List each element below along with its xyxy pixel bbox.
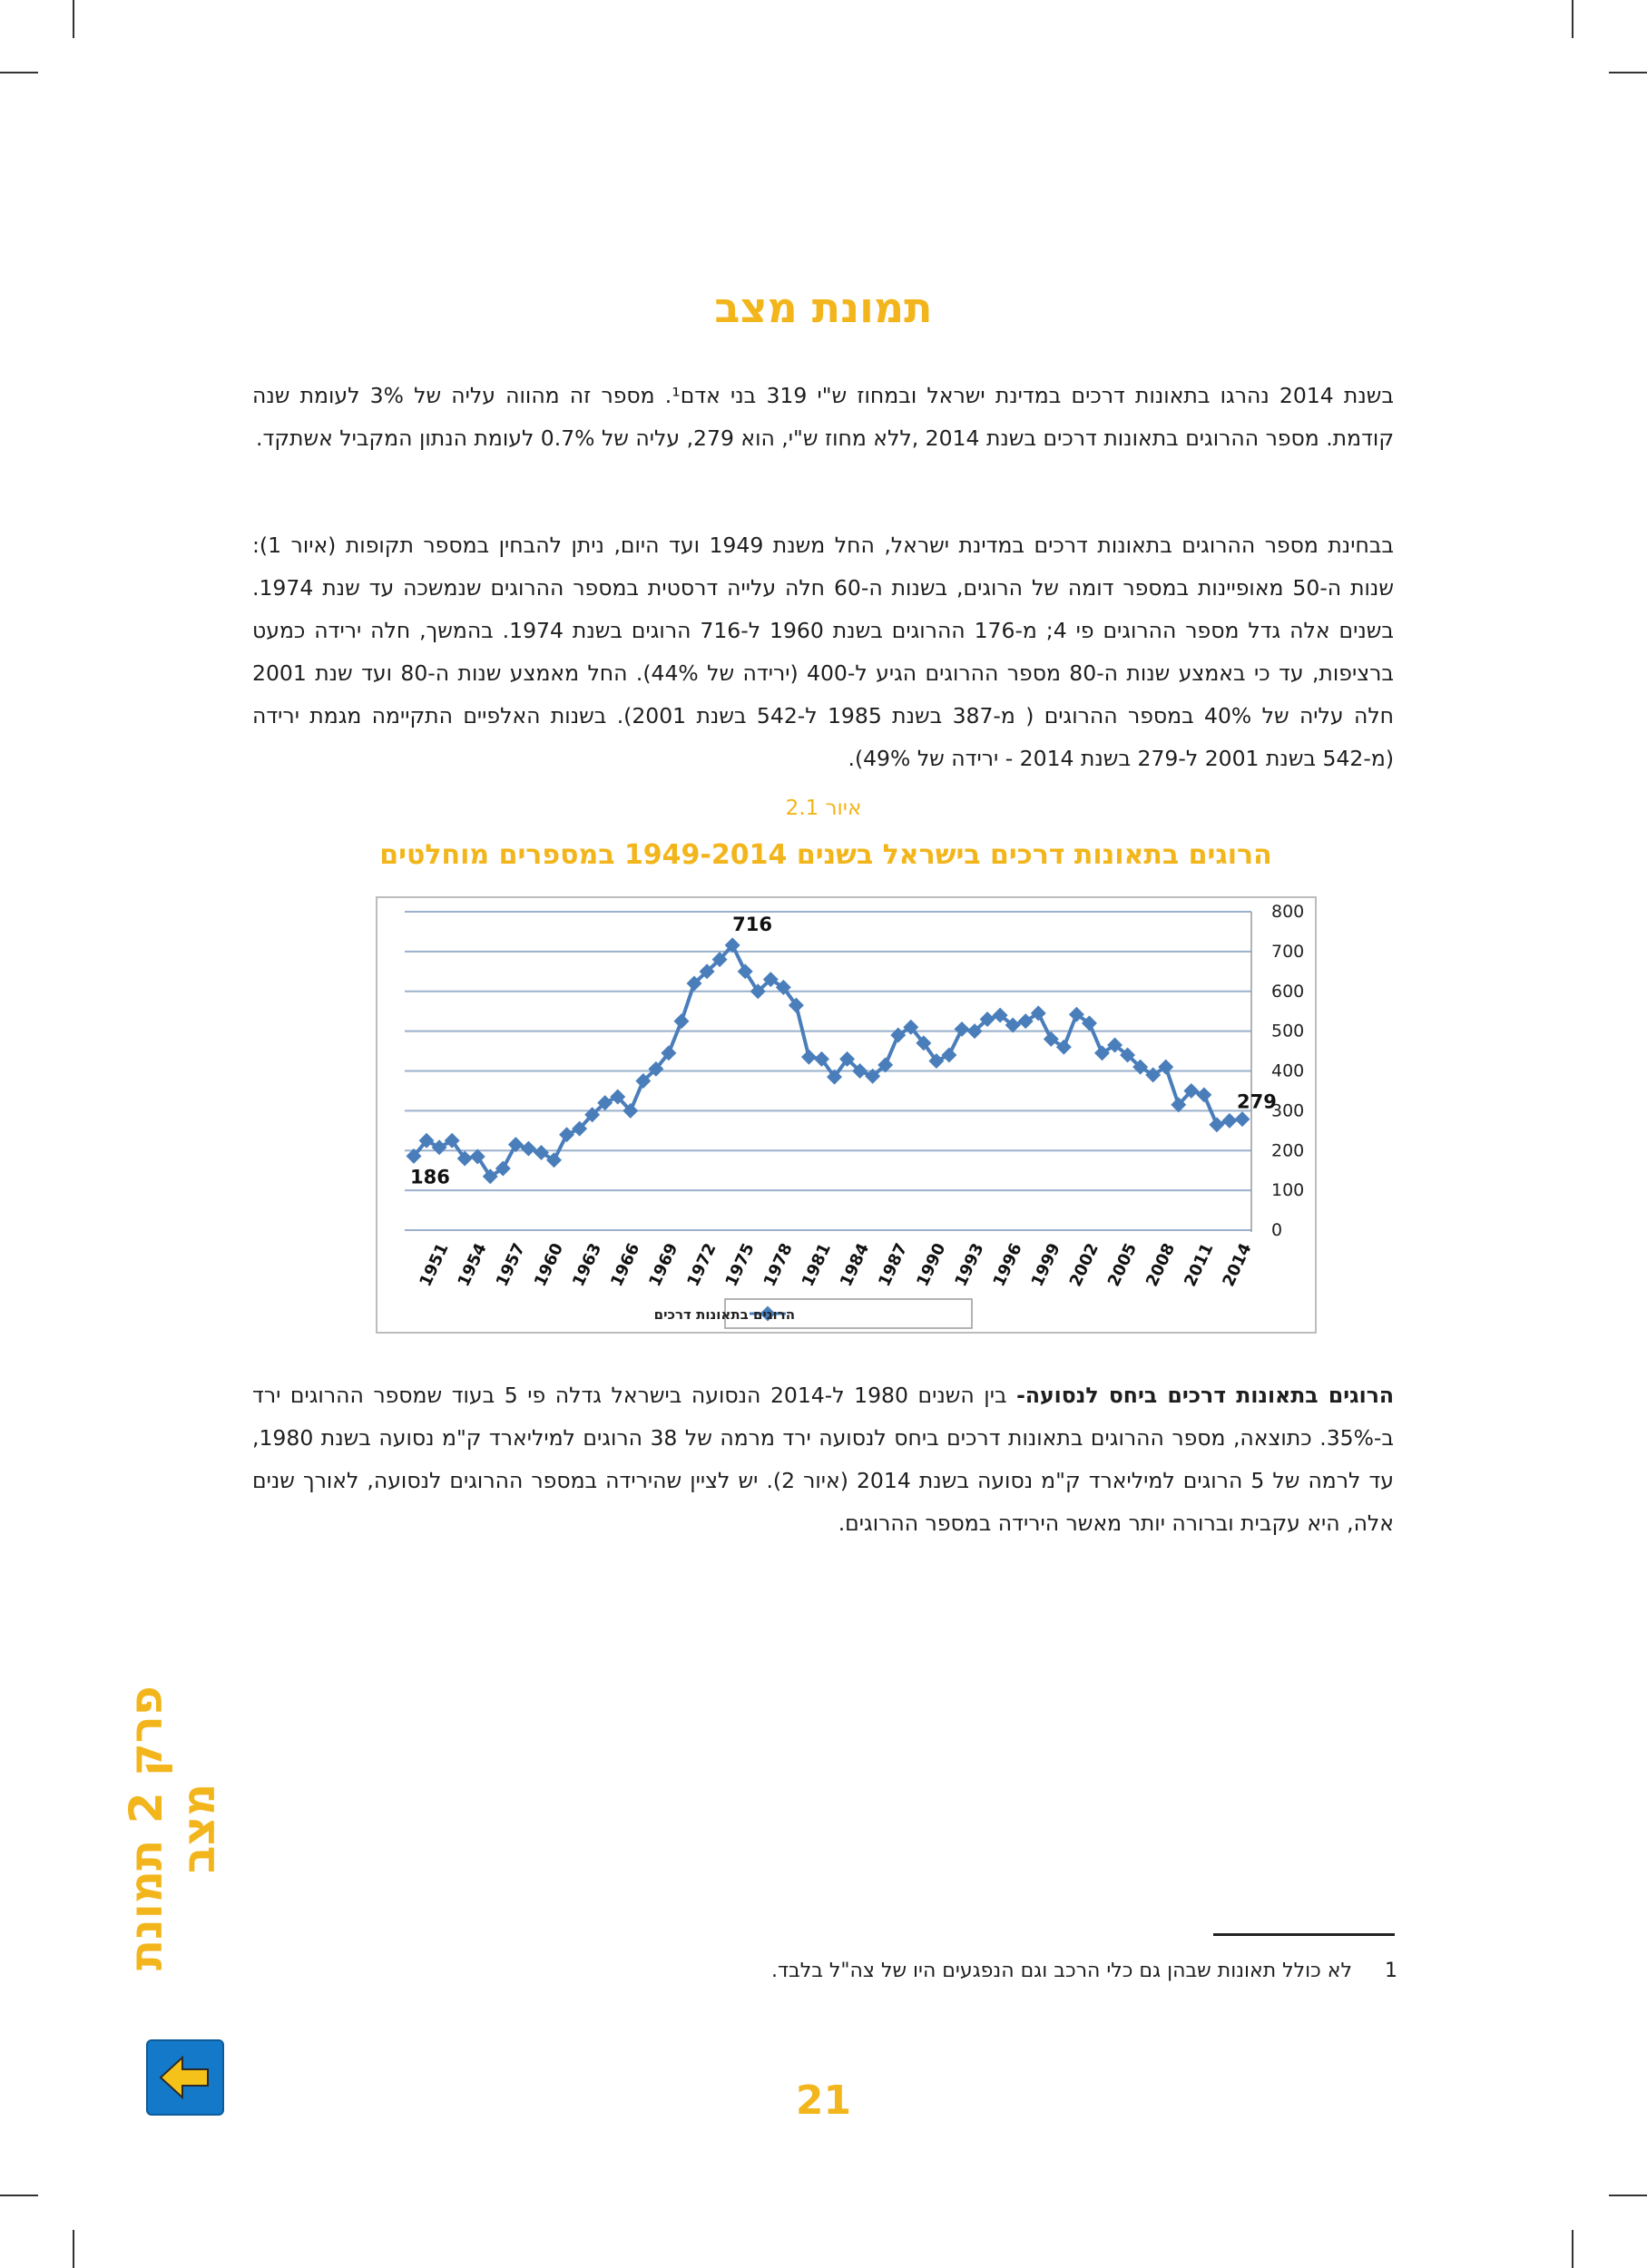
chart-title: הרוגים בתאונות דרכים בישראל בשנים 1949-2014 במספרים מוחלטים bbox=[379, 839, 1272, 871]
x-tick-label: 1981 bbox=[798, 1240, 836, 1290]
data-point bbox=[1235, 1111, 1250, 1127]
crop-mark bbox=[1572, 2230, 1573, 2268]
crop-mark bbox=[0, 2195, 38, 2196]
crop-mark bbox=[73, 2230, 74, 2268]
x-axis-ticks bbox=[416, 1240, 1255, 1289]
x-tick-label: 1984 bbox=[836, 1240, 874, 1290]
chapter-side-label: פרק 2 תמונת מצב bbox=[120, 1686, 225, 1970]
legend bbox=[654, 1299, 972, 1328]
paragraph-travel-body: בין השנים 1980 ל-2014 הנסועה בישראל גדלה פי 5 בעוד שמספר ההרוגים ירד ב-35%. כתוצאה, מספר ההרוגים בתאונות דרכים ביחס לנסועה ירד מרמה של 38 הרוגים למיליארד ק"מ נסועה בשנת 1980, עד לרמה של 5 הרוגים למיליארד ק"מ נסועה בשנת 2014 (איור 2). יש לציין שהירידה במספר ההרוגים לנסועה, לאורך שנים אלה, היא עקבית וברורה יותר מאשר הירידה במספר ההרוגים. bbox=[252, 1383, 1394, 1536]
x-tick-label: 2005 bbox=[1103, 1240, 1142, 1290]
chart-gridlines bbox=[405, 912, 1251, 1232]
data-point bbox=[534, 1145, 549, 1160]
data-point bbox=[801, 1050, 817, 1065]
x-tick-label: 1954 bbox=[454, 1240, 491, 1290]
data-label: 186 bbox=[410, 1166, 450, 1188]
data-point bbox=[673, 1013, 689, 1029]
x-tick-label: 1951 bbox=[416, 1240, 453, 1290]
data-label: 716 bbox=[732, 913, 772, 935]
y-axis-ticks bbox=[1271, 902, 1304, 1240]
data-label: 279 bbox=[1237, 1090, 1277, 1113]
y-tick-label: 0 bbox=[1271, 1220, 1283, 1240]
x-tick-label: 1978 bbox=[760, 1240, 797, 1290]
chart-container bbox=[376, 896, 1317, 1334]
data-point bbox=[432, 1139, 447, 1155]
x-tick-label: 1957 bbox=[492, 1240, 529, 1290]
data-point bbox=[559, 1127, 574, 1142]
data-point bbox=[1221, 1113, 1237, 1129]
x-tick-label: 2002 bbox=[1065, 1240, 1103, 1290]
footnote-number: 1 bbox=[1385, 1960, 1397, 1982]
x-tick-label: 1987 bbox=[875, 1240, 912, 1290]
data-point bbox=[954, 1022, 969, 1037]
y-tick-label: 400 bbox=[1271, 1061, 1305, 1081]
crop-mark bbox=[73, 0, 74, 38]
x-tick-label: 2011 bbox=[1181, 1240, 1218, 1290]
x-tick-label: 1999 bbox=[1027, 1240, 1064, 1290]
x-tick-label: 1990 bbox=[913, 1240, 950, 1290]
data-point bbox=[546, 1152, 562, 1168]
paragraph-travel bbox=[252, 1374, 1394, 1545]
x-tick-label: 1960 bbox=[530, 1240, 568, 1290]
crop-mark bbox=[1572, 0, 1573, 38]
x-tick-label: 1972 bbox=[683, 1240, 721, 1290]
line-chart bbox=[377, 898, 1315, 1332]
crop-mark bbox=[1609, 72, 1647, 73]
page-number: 21 bbox=[795, 2077, 852, 2124]
paragraph-intro: בשנת 2014 נהרגו בתאונות דרכים במדינת ישראל ובמחוז ש"י 319 בני אדם¹. מספר זה מהווה עליה של 3% לעומת שנה קודמת. מספר ההרוגים בתאונות דרכים בשנת 2014 ,ללא מחוז ש"י, הוא 279, עליה של 0.7% לעומת הנתון המקביל אשתקד. bbox=[252, 383, 1395, 451]
page-title: תמונת מצב bbox=[714, 283, 933, 332]
x-tick-label: 1996 bbox=[989, 1240, 1026, 1290]
x-tick-label: 1963 bbox=[568, 1240, 606, 1290]
y-tick-label: 600 bbox=[1271, 981, 1305, 1002]
y-tick-label: 300 bbox=[1271, 1100, 1305, 1121]
legend-label: הרוגים בתאונות דרכים bbox=[653, 1306, 795, 1323]
data-point bbox=[1196, 1087, 1211, 1102]
data-point bbox=[521, 1141, 536, 1157]
x-tick-label: 1969 bbox=[645, 1240, 682, 1290]
y-tick-label: 700 bbox=[1271, 941, 1305, 962]
y-tick-label: 100 bbox=[1271, 1180, 1305, 1201]
x-tick-label: 1966 bbox=[607, 1240, 644, 1290]
series-line bbox=[414, 945, 1242, 1177]
figure-label: איור 2.1 bbox=[785, 797, 862, 820]
series-points bbox=[407, 937, 1250, 1184]
footnote bbox=[544, 1960, 1397, 1982]
y-tick-label: 500 bbox=[1271, 1021, 1305, 1041]
paragraph-periods: בבחינת מספר ההרוגים בתאונות דרכים במדינת ישראל, החל משנת 1949 ועד היום, ניתן להבחין במספר תקופות (איור 1): שנות ה-50 מאופיינות במספר דומה של הרוגים, בשנות ה-60 חלה עלייה דרסטית במספר ההרוגים שנמשכה עד שנת 1974. בשנים אלה גדל מספר ההרוגים פי 4; מ-176 ההרוגים בשנת 1960 ל-716 הרוגים בשנת 1974. בהמשך, חלה ירידה כמעט ברציפות, עד כי באמצע שנות ה-80 מספר ההרוגים הגיע ל-400 (ירידה של 44%). החל מאמצע שנות ה-80 ועד שנת 2001 חלה עליה של 40% במספר ההרוגים ( מ-387 בשנת 1985 ל-542 בשנת 2001). בשנות האלפיים התקיימה מגמת ירידה (מ-542 בשנת 2001 ל-279 בשנת 2014 - ירידה של 49%). bbox=[252, 533, 1395, 771]
x-tick-label: 2008 bbox=[1142, 1240, 1180, 1290]
footnote-text: לא כולל תאונות שבהן גם כלי הרכב וגם הנפגעים היו של צה"ל בלבד. bbox=[770, 1960, 1352, 1982]
y-tick-label: 200 bbox=[1271, 1140, 1305, 1161]
footnote-divider bbox=[1213, 1933, 1395, 1936]
x-tick-label: 2014 bbox=[1219, 1240, 1256, 1290]
crop-mark bbox=[1609, 2195, 1647, 2196]
x-tick-label: 1975 bbox=[721, 1240, 759, 1290]
data-point bbox=[941, 1047, 956, 1062]
y-tick-label: 800 bbox=[1271, 902, 1305, 922]
data-point bbox=[1209, 1117, 1224, 1132]
paragraph-travel-heading: הרוגים בתאונות דרכים ביחס לנסועה- bbox=[1016, 1383, 1394, 1408]
x-tick-label: 1993 bbox=[951, 1240, 988, 1290]
crop-mark bbox=[0, 72, 38, 73]
